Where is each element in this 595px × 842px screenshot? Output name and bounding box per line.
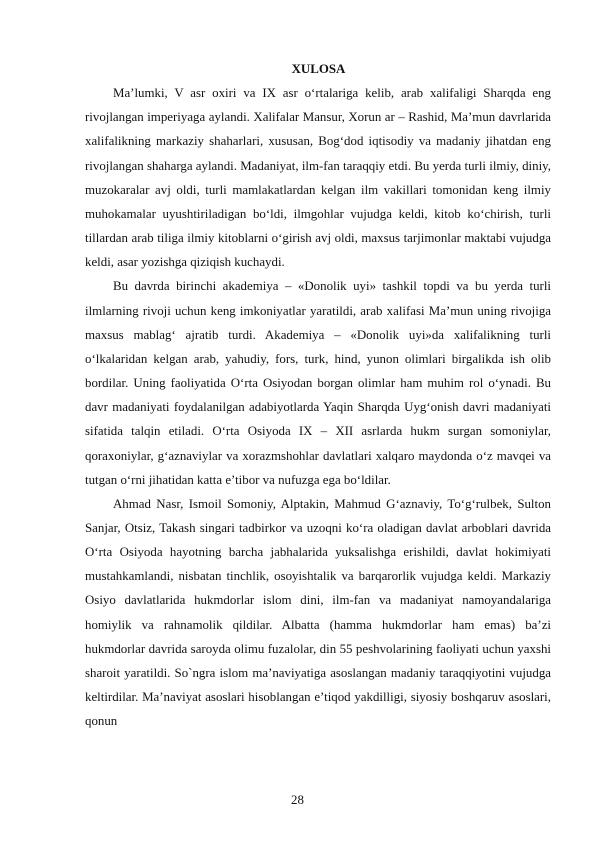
page-number: 28 xyxy=(291,793,304,807)
document-page xyxy=(85,57,551,733)
paragraph-3: Ahmad Nasr, Ismoil Somoniy, Alptakin, Mahmud G‘aznaviy, To‘g‘rulbek, Sulton Sanjar, Otsiz, Takash singari tadbirkor va uzoqni ko‘ra oladigan davlat arboblari davrida O‘rta Osiyoda hayotning barcha jabhalarida yuksalishga erishildi, davlat hokimiyati mustahkamlandi, nisbatan tinchlik, osoyishtalik va barqarorlik vujudga keldi. Markaziy Osiyo davlatlarida hukmdorlar islom dini, ilm-fan va madaniyat namoyandalariga homiylik va rahnamolik qildilar. Albatta (hamma hukmdorlar ham emas) ba’zi hukmdorlar davrida saroyda olimu fuzalolar, din 55 peshvolarining faoliyati uchun yaxshi sharoit yaratildi. So`ngra islom ma’naviyatiga asoslangan madaniy taraqqiyotini vujudga keltirdilar. Ma’naviyat asoslari hisoblangan e’tiqod yakdilligi, siyosiy boshqaruv asoslari, qonun xyxy=(85,496,551,729)
paragraph-1: Ma’lumki, V asr oxiri va IX asr o‘rtalariga kelib, arab xalifaligi Sharqda eng rivojlangan imperiyaga aylandi. Xalifalar Mansur, Xorun ar – Rashid, Ma’mun davrlarida xalifalikning markaziy shaharlari, xususan, Bog‘dod iqtisodiy va madaniy jihatdan eng rivojlangan shaharga aylandi. Madaniyat, ilm-fan taraqqiy etdi. Bu yerda turli ilmiy, diniy, muzokaralar avj oldi, turli mamlakatlardan kelgan ilm vakillari tomonidan keng ilmiy muhokamalar uyushtiriladigan bo‘ldi, ilmgohlar vujudga keldi, kitob ko‘chirish, turli tillardan arab tiliga ilmiy kitoblarni o‘girish avj oldi, maxsus tarjimonlar maktabi vujudga keldi, asar yozishga qiziqish kuchaydi. xyxy=(85,86,551,270)
section-title: XULOSA xyxy=(291,62,346,76)
paragraph-2: Bu davrda birinchi akademiya – «Donolik uyi» tashkil topdi va bu yerda turli ilmlarning rivoji uchun keng imkoniyatlar yaratildi, arab xalifasi Ma’mun uning rivojiga maxsus mablag‘ ajratib turdi. Akademiya – «Donolik uyi»da xalifalikning turli o‘lkalaridan kelgan arab, yahudiy, fors, turk, hind, yunon olimlari birgalikda ish olib bordilar. Uning faoliyatida O‘rta Osiyodan borgan olimlar ham muhim rol o‘ynadi. Bu davr madaniyati foydalanilgan adabiyotlarda Yaqin Sharqda Uyg‘onish davri madaniyati sifatida talqin etiladi. O‘rta Osiyoda IX – XII asrlarda hukm surgan somoniylar, qoraxoniylar, g‘aznaviylar va xorazmshohlar davlatlari xalqaro maydonda o‘z mavqei va tutgan o‘rni jihatidan katta e’tibor va nufuzga ega bo‘ldilar. xyxy=(85,279,551,487)
